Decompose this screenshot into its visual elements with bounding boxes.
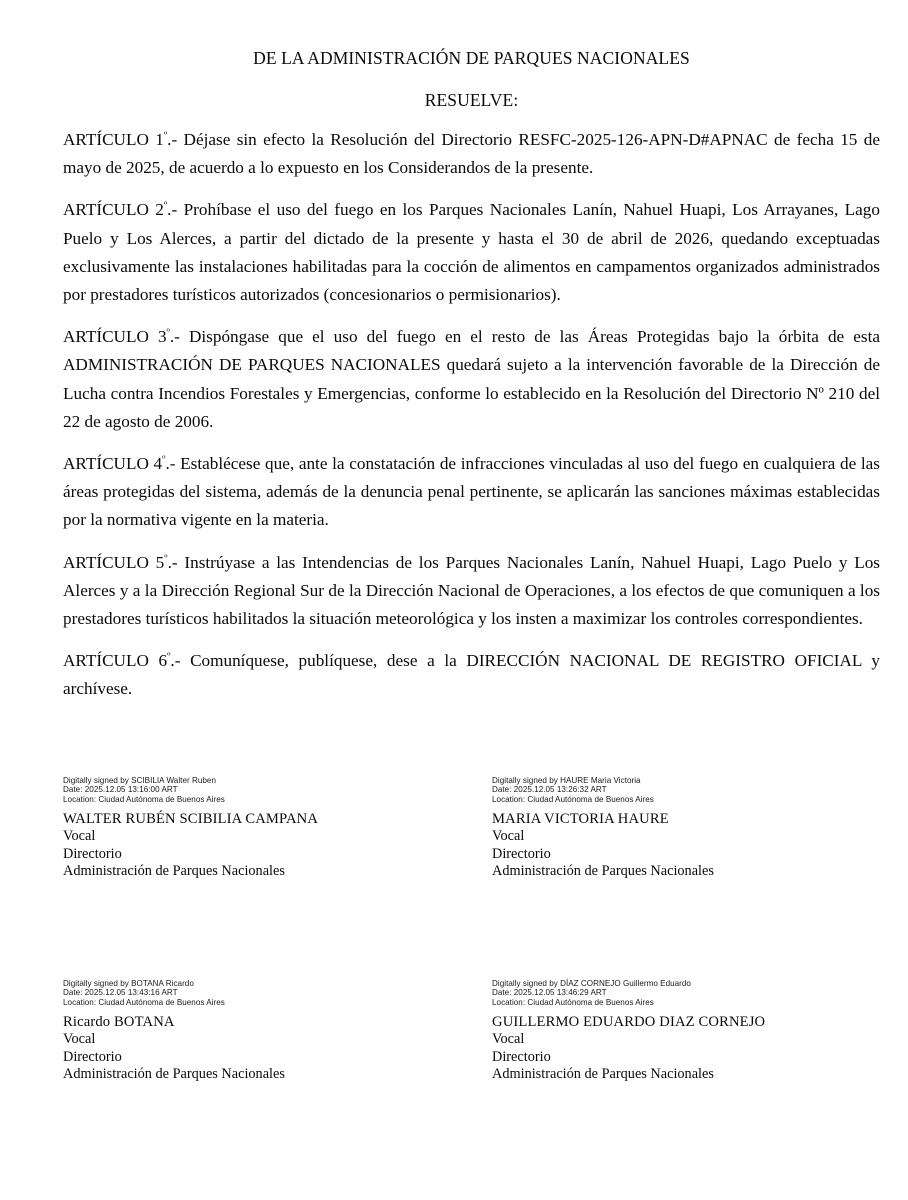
signature-date: Date: 2025.12.05 13:46:29 ART	[492, 988, 607, 998]
article-4-label: ARTÍCULO 4	[63, 454, 163, 474]
article-2-text: .- Prohíbase el uso del fuego en los Parques Nacionales Lanín, Nahuel Huapi, Los Arrayanes, Lago Puelo y Los Alerces, a partir del dictado de la presente y hasta el 30 de abril de 2026, quedando exceptuadas exclusivamente las instalaciones habilitadas para la cocción de alimentos en campamentos organizados administrados por prestadores turísticos autorizados (concesionarios o permisionarios).	[63, 200, 880, 305]
signature-block-diaz-cornejo	[492, 979, 862, 1084]
signatory-role: Vocal	[63, 1031, 96, 1048]
article-5	[63, 549, 880, 634]
signature-signed-by: Digitally signed by BOTANA Ricardo	[63, 979, 194, 988]
article-4	[63, 450, 880, 535]
signature-location: Location: Ciudad Autónoma de Buenos Aires	[492, 794, 654, 804]
signature-signed-by: Digitally signed by HAURE Maria Victoria	[492, 776, 641, 785]
organization-heading: DE LA ADMINISTRACIÓN DE PARQUES NACIONALES	[253, 48, 690, 68]
article-3-ordinal: º	[166, 327, 170, 339]
signatory-name: GUILLERMO EDUARDO DIAZ CORNEJO	[492, 1013, 766, 1030]
article-4-text: .- Establécese que, ante la constatación de infracciones vinculadas al uso del fuego en cualquiera de las áreas protegidas del sistema, además de la denuncia penal pertinente, se aplicarán las sanciones máximas establecidas por la normativa vigente en la materia.	[63, 454, 880, 530]
article-2-ordinal: º	[163, 200, 168, 212]
signatory-body: Directorio	[63, 1048, 122, 1065]
signature-signed-by: Digitally signed by SCIBILIA Walter Ruben	[63, 776, 216, 785]
article-1	[63, 126, 880, 182]
signature-block-scibilia	[63, 776, 433, 881]
signatory-name: WALTER RUBÉN SCIBILIA CAMPANA	[63, 810, 319, 827]
article-6-text: .- Comuníquese, publíquese, dese a la DIRECCIÓN NACIONAL DE REGISTRO OFICIAL y archívese.	[63, 651, 880, 699]
signature-block-haure	[492, 776, 862, 881]
article-1-ordinal: º	[163, 130, 168, 142]
signature-block-botana	[63, 979, 433, 1084]
signature-location: Location: Ciudad Autónoma de Buenos Aires	[63, 794, 225, 804]
article-5-ordinal: º	[164, 552, 168, 564]
signature-date: Date: 2025.12.05 13:43:16 ART	[63, 988, 178, 998]
article-6-label: ARTÍCULO 6	[63, 651, 168, 671]
signatory-name: Ricardo BOTANA	[63, 1013, 175, 1030]
article-4-ordinal: º	[162, 454, 166, 466]
article-6-ordinal: º	[167, 651, 171, 663]
signature-signed-by: Digitally signed by DÍAZ CORNEJO Guillermo Eduardo	[492, 979, 691, 988]
article-1-text: .- Déjase sin efecto la Resolución del Directorio RESFC-2025-126-APN-D#APNAC de fecha 15 de mayo de 2025, de acuerdo a lo expuesto en los Considerandos de la presente.	[63, 130, 881, 178]
article-3-label: ARTÍCULO 3	[63, 327, 167, 347]
article-2-label: ARTÍCULO 2	[63, 200, 164, 220]
article-5-text: .- Instrúyase a las Intendencias de los Parques Nacionales Lanín, Nahuel Huapi, Lago Puelo y Los Alerces y a la Dirección Regional Sur de la Dirección Nacional de Operaciones, a los efectos de que comuniquen a los prestadores turísticos habilitados la situación meteorológica y los insten a maximizar los controles correspondientes.	[63, 552, 880, 629]
articles-container	[63, 126, 880, 704]
signatory-body: Directorio	[492, 845, 551, 862]
signature-date: Date: 2025.12.05 13:16:00 ART	[63, 785, 178, 795]
article-3-text: .- Dispóngase que el uso del fuego en el resto de las Áreas Protegidas bajo la órbita de esta ADMINISTRACIÓN DE PARQUES NACIONALES quedará sujeto a la intervención favorable de la Dirección de Lucha contra Incendios Forestales y Emergencias, conforme lo establecido en la Resolución del Directorio Nº 210 del 22 de agosto de 2006.	[63, 327, 880, 431]
signatory-organization: Administración de Parques Nacionales	[492, 1066, 714, 1083]
article-2	[63, 196, 880, 309]
resuelve-heading: RESUELVE:	[424, 90, 519, 110]
signatory-organization: Administración de Parques Nacionales	[63, 863, 285, 880]
signatory-body: Directorio	[492, 1048, 551, 1065]
signature-location: Location: Ciudad Autónoma de Buenos Aires	[492, 997, 654, 1007]
article-5-label: ARTÍCULO 5	[63, 552, 165, 572]
signature-location: Location: Ciudad Autónoma de Buenos Aires	[63, 997, 225, 1007]
article-1-label: ARTÍCULO 1	[63, 130, 164, 149]
signatory-role: Vocal	[492, 1031, 525, 1048]
signatory-name: MARIA VICTORIA HAURE	[492, 810, 669, 827]
signatory-role: Vocal	[63, 828, 96, 845]
article-6	[63, 647, 880, 703]
signatory-organization: Administración de Parques Nacionales	[492, 863, 714, 880]
signatory-organization: Administración de Parques Nacionales	[63, 1066, 285, 1083]
signatory-role: Vocal	[492, 828, 525, 845]
article-3	[63, 323, 880, 436]
signature-date: Date: 2025.12.05 13:26:32 ART	[492, 785, 607, 795]
signatory-body: Directorio	[63, 845, 122, 862]
